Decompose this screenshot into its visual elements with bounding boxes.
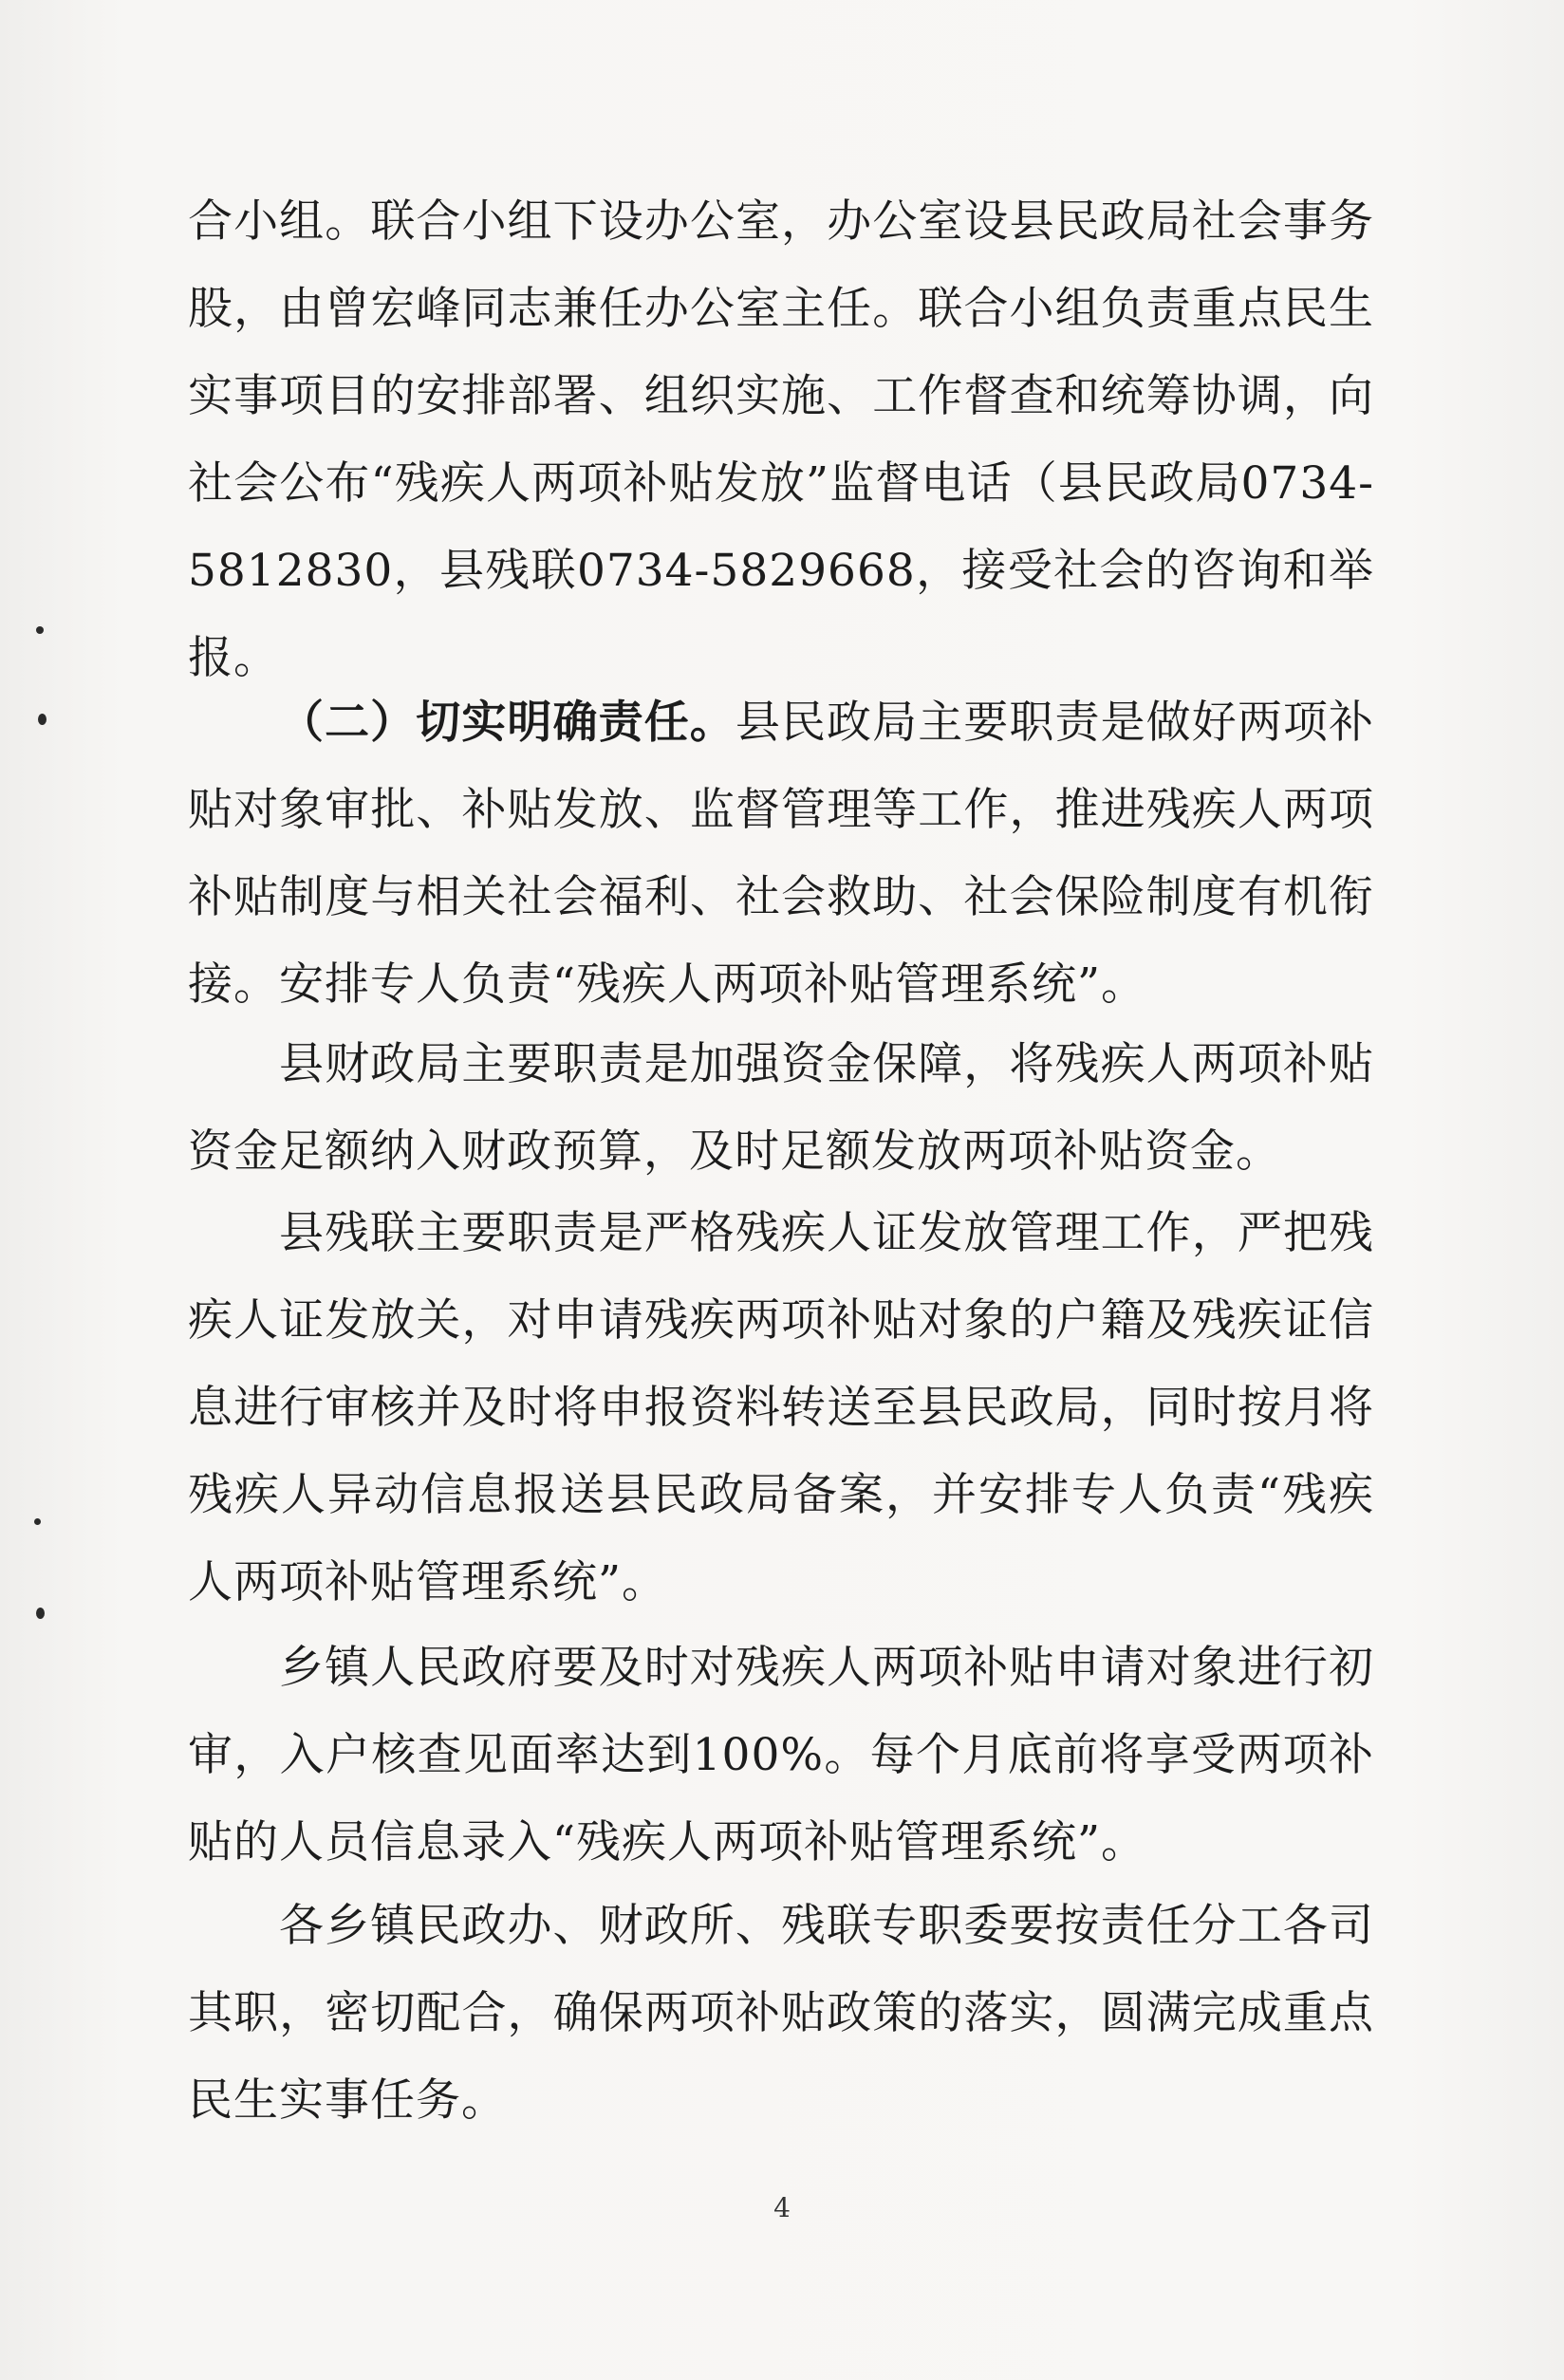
paragraph-3-text: 县财政局主要职责是加强资金保障，将残疾人两项补贴资金足额纳入财政预算，及时足额发放两项补贴资金。 <box>188 1038 1374 1178</box>
scan-mark <box>36 1608 45 1619</box>
paragraph-2 <box>188 679 1374 1029</box>
scan-mark <box>34 1518 41 1525</box>
scan-mark <box>38 714 47 725</box>
paragraph-6-text: 各乡镇民政办、财政所、残联专职委要按责任分工各司其职，密切配合，确保两项补贴政策的落实，圆满完成重点民生实事任务。 <box>188 1900 1374 2127</box>
paragraph-3 <box>188 1021 1374 1196</box>
paragraph-4 <box>188 1190 1374 1627</box>
paragraph-1 <box>188 178 1374 702</box>
paragraph-5-text: 乡镇人民政府要及时对残疾人两项补贴申请对象进行初审，入户核查见面率达到100%。每个月底前将享受两项补贴的人员信息录入“残疾人两项补贴管理系统”。 <box>188 1642 1374 1869</box>
scan-mark <box>36 626 44 634</box>
page-number: 4 <box>773 2192 791 2223</box>
paragraph-4-text: 县残联主要职责是严格残疾人证发放管理工作，严把残疾人证发放关，对申请残疾两项补贴对象的户籍及残疾证信息进行审核并及时将申报资料转送至县民政局，同时按月将残疾人异动信息报送县民政局备案，并安排专人负责“残疾人两项补贴管理系统”。 <box>188 1207 1374 1608</box>
paragraph-2-text: 县民政局主要职责是做好两项补贴对象审批、补贴发放、监督管理等工作，推进残疾人两项补贴制度与相关社会福利、社会救助、社会保险制度有机衔接。安排专人负责“残疾人两项补贴管理系统”。 <box>188 697 1375 1011</box>
section-heading-2: （二）切实明确责任。 <box>279 697 735 749</box>
paragraph-5 <box>188 1625 1374 1887</box>
paragraph-6 <box>188 1883 1374 2145</box>
paragraph-1-text: 合小组。联合小组下设办公室，办公室设县民政局社会事务股，由曾宏峰同志兼任办公室主任。联合小组负责重点民生实事项目的安排部署、组织实施、工作督查和统筹协调，向社会公布“残疾人两项补贴发放”监督电话（县民政局0734-5812830，县残联0734-5829668，接受社会的咨询和举报。 <box>188 195 1374 684</box>
